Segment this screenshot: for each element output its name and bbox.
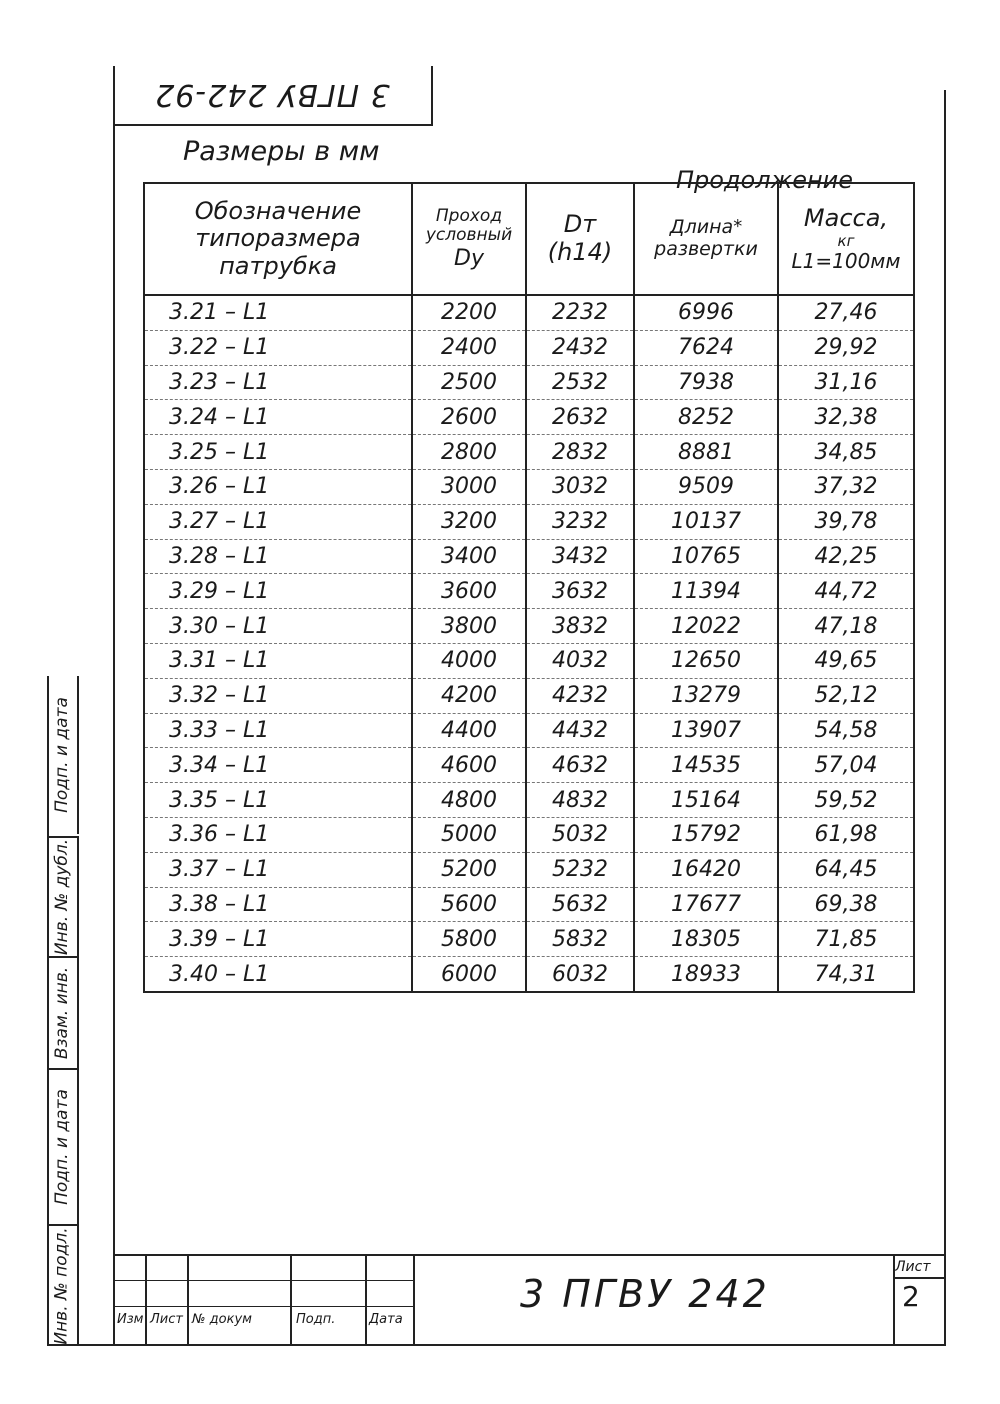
table-row	[144, 643, 914, 678]
title-block-top	[113, 1254, 944, 1256]
cell-dt: 2432	[526, 330, 634, 365]
table-row	[144, 783, 914, 818]
title-block-sheet-divider	[893, 1277, 944, 1279]
table-row	[144, 435, 914, 470]
table-row	[144, 365, 914, 400]
cell-designation: 3.27 – L1	[144, 504, 412, 539]
title-block-row-2	[113, 1306, 413, 1307]
cell-designation: 3.29 – L1	[144, 574, 412, 609]
cell-dy: 5600	[412, 887, 526, 922]
sheet-label: Лист	[895, 1259, 931, 1275]
header-mass: Масса, кг L1=100мм	[778, 183, 914, 295]
frame-left-border	[113, 66, 115, 1346]
cell-mass: 54,58	[778, 713, 914, 748]
cell-designation: 3.38 – L1	[144, 887, 412, 922]
cell-dt: 2832	[526, 435, 634, 470]
title-block-col-1	[145, 1254, 147, 1344]
cell-designation: 3.22 – L1	[144, 330, 412, 365]
cell-mass: 31,16	[778, 365, 914, 400]
cell-designation: 3.39 – L1	[144, 922, 412, 957]
units-note: Размеры в мм	[183, 136, 380, 167]
cell-designation: 3.23 – L1	[144, 365, 412, 400]
cell-length: 10765	[634, 539, 778, 574]
sidebar-cell-dup-inv: Инв. № дубл.	[47, 836, 79, 956]
cell-mass: 59,52	[778, 783, 914, 818]
cell-dt: 3232	[526, 504, 634, 539]
cell-length: 11394	[634, 574, 778, 609]
cell-dt: 2532	[526, 365, 634, 400]
cell-mass: 64,45	[778, 852, 914, 887]
label-sheet: Лист	[150, 1312, 183, 1327]
sidebar-cell-repl-inv: Взам. инв.	[47, 956, 79, 1068]
cell-mass: 44,72	[778, 574, 914, 609]
cell-dy: 2600	[412, 400, 526, 435]
cell-dt: 5232	[526, 852, 634, 887]
title-block-col-5	[413, 1254, 415, 1344]
cell-dy: 5800	[412, 922, 526, 957]
cell-length: 14535	[634, 748, 778, 783]
cell-dy: 5000	[412, 817, 526, 852]
cell-mass: 71,85	[778, 922, 914, 957]
cell-length: 9509	[634, 469, 778, 504]
cell-designation: 3.36 – L1	[144, 817, 412, 852]
cell-length: 15164	[634, 783, 778, 818]
label-doc-no: № докум	[192, 1312, 252, 1327]
cell-mass: 34,85	[778, 435, 914, 470]
cell-dt: 5832	[526, 922, 634, 957]
table-header-row	[144, 183, 914, 295]
sheet-number: 2	[902, 1280, 920, 1313]
cell-designation: 3.34 – L1	[144, 748, 412, 783]
cell-dy: 4000	[412, 643, 526, 678]
cell-length: 12022	[634, 609, 778, 644]
cell-length: 16420	[634, 852, 778, 887]
cell-mass: 37,32	[778, 469, 914, 504]
cell-mass: 29,92	[778, 330, 914, 365]
cell-mass: 42,25	[778, 539, 914, 574]
dimensions-table	[143, 182, 915, 993]
table-row	[144, 922, 914, 957]
frame-bottom-border	[47, 1344, 946, 1346]
cell-dy: 2500	[412, 365, 526, 400]
cell-dt: 2232	[526, 295, 634, 330]
table-row	[144, 330, 914, 365]
sidebar-left-border	[47, 676, 49, 1346]
cell-dt: 3032	[526, 469, 634, 504]
table-row	[144, 678, 914, 713]
cell-designation: 3.26 – L1	[144, 469, 412, 504]
cell-dy: 4800	[412, 783, 526, 818]
cell-mass: 74,31	[778, 957, 914, 992]
cell-dt: 4232	[526, 678, 634, 713]
cell-mass: 61,98	[778, 817, 914, 852]
header-designation: Обозначение типоразмера патрубка	[144, 183, 412, 295]
cell-mass: 57,04	[778, 748, 914, 783]
cell-length: 7624	[634, 330, 778, 365]
cell-dy: 6000	[412, 957, 526, 992]
table-row	[144, 400, 914, 435]
table-row	[144, 713, 914, 748]
title-block-col-2	[187, 1254, 189, 1344]
cell-designation: 3.32 – L1	[144, 678, 412, 713]
sidebar-cell-sign-date-lower: Подп. и дата	[47, 1068, 79, 1224]
cell-designation: 3.37 – L1	[144, 852, 412, 887]
cell-dy: 4600	[412, 748, 526, 783]
table-row	[144, 574, 914, 609]
title-block-col-3	[290, 1254, 292, 1344]
cell-mass: 27,46	[778, 295, 914, 330]
table-row	[144, 887, 914, 922]
cell-dy: 2800	[412, 435, 526, 470]
cell-mass: 69,38	[778, 887, 914, 922]
sidebar-cell-orig-inv: Инв. № подл.	[47, 1224, 79, 1346]
table-row	[144, 852, 914, 887]
cell-length: 17677	[634, 887, 778, 922]
cell-mass: 47,18	[778, 609, 914, 644]
table-row	[144, 609, 914, 644]
cell-dt: 4432	[526, 713, 634, 748]
cell-dy: 5200	[412, 852, 526, 887]
cell-dy: 4400	[412, 713, 526, 748]
cell-dt: 4632	[526, 748, 634, 783]
cell-mass: 49,65	[778, 643, 914, 678]
cell-mass: 52,12	[778, 678, 914, 713]
table-row	[144, 817, 914, 852]
table-row	[144, 539, 914, 574]
cell-dy: 3000	[412, 469, 526, 504]
cell-mass: 39,78	[778, 504, 914, 539]
title-block-row-1	[113, 1280, 413, 1281]
continuation-note: Продолжение	[676, 166, 854, 194]
cell-length: 8881	[634, 435, 778, 470]
cell-length: 10137	[634, 504, 778, 539]
table-row	[144, 504, 914, 539]
table-row	[144, 748, 914, 783]
title-block-col-4	[365, 1254, 367, 1344]
cell-designation: 3.35 – L1	[144, 783, 412, 818]
cell-dy: 4200	[412, 678, 526, 713]
label-signature: Подп.	[296, 1312, 336, 1327]
cell-designation: 3.33 – L1	[144, 713, 412, 748]
cell-designation: 3.31 – L1	[144, 643, 412, 678]
cell-dt: 3632	[526, 574, 634, 609]
header-nominal-bore: Проход условный Dy	[412, 183, 526, 295]
label-change: Изм	[117, 1312, 144, 1327]
cell-dt: 3432	[526, 539, 634, 574]
cell-length: 8252	[634, 400, 778, 435]
cell-designation: 3.25 – L1	[144, 435, 412, 470]
cell-mass: 32,38	[778, 400, 914, 435]
cell-dy: 3400	[412, 539, 526, 574]
table-row	[144, 957, 914, 992]
cell-length: 18933	[634, 957, 778, 992]
cell-dy: 3800	[412, 609, 526, 644]
table-row	[144, 295, 914, 330]
header-length: Длина* развертки	[634, 183, 778, 295]
cell-length: 12650	[634, 643, 778, 678]
cell-dt: 5032	[526, 817, 634, 852]
corner-stamp-code: 3 ПГВУ 242-92	[154, 77, 390, 113]
cell-designation: 3.24 – L1	[144, 400, 412, 435]
cell-designation: 3.28 – L1	[144, 539, 412, 574]
cell-dt: 6032	[526, 957, 634, 992]
cell-dt: 4832	[526, 783, 634, 818]
cell-length: 7938	[634, 365, 778, 400]
cell-dt: 5632	[526, 887, 634, 922]
table-row	[144, 469, 914, 504]
document-code: 3 ПГВУ 242	[520, 1272, 770, 1316]
cell-dy: 3200	[412, 504, 526, 539]
cell-length: 13907	[634, 713, 778, 748]
cell-length: 6996	[634, 295, 778, 330]
sidebar-cell-sign-date-upper: Подп. и дата	[47, 676, 79, 834]
cell-dt: 3832	[526, 609, 634, 644]
label-date: Дата	[369, 1312, 403, 1327]
cell-designation: 3.30 – L1	[144, 609, 412, 644]
cell-dt: 4032	[526, 643, 634, 678]
cell-designation: 3.21 – L1	[144, 295, 412, 330]
cell-length: 15792	[634, 817, 778, 852]
cell-designation: 3.40 – L1	[144, 957, 412, 992]
cell-dt: 2632	[526, 400, 634, 435]
cell-length: 13279	[634, 678, 778, 713]
cell-length: 18305	[634, 922, 778, 957]
cell-dy: 2200	[412, 295, 526, 330]
header-dt: Dт (h14)	[526, 183, 634, 295]
cell-dy: 2400	[412, 330, 526, 365]
cell-dy: 3600	[412, 574, 526, 609]
frame-right-border	[944, 90, 946, 1346]
